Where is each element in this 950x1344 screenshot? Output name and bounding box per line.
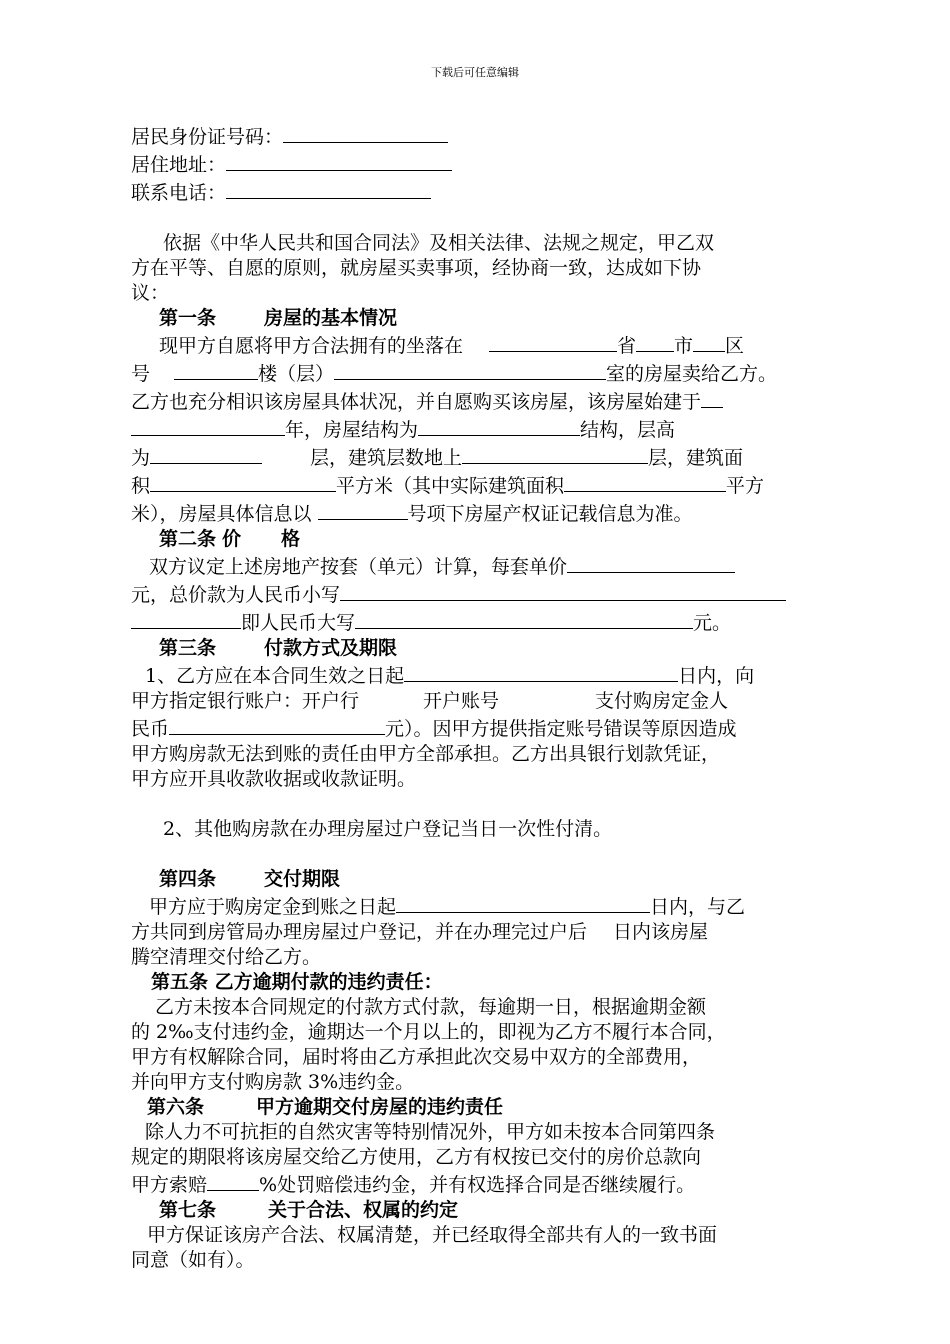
article-6-line-2: 规定的期限将该房屋交给乙方使用，乙方有权按已交付的房价总款向 <box>131 1146 702 1168</box>
article-1-heading: 第一条 房屋的基本情况 <box>159 307 398 329</box>
article-1-line-1: 现甲方自愿将甲方合法拥有的坐落在 省 市 区 <box>131 331 821 359</box>
floors-blank[interactable] <box>462 443 648 464</box>
address-blank[interactable] <box>226 150 452 171</box>
article-3-line-3: 民币 元）。因甲方提供指定账号错误等原因造成 <box>131 714 821 742</box>
article-4-line-1: 甲方应于购房定金到账之日起 日内，与乙 <box>131 892 821 920</box>
address-field <box>131 150 821 178</box>
id-number-blank[interactable] <box>283 122 448 143</box>
article-3-line-5: 甲方应开具收款收据或收款证明。 <box>131 768 417 790</box>
deposit-amount-blank[interactable] <box>169 714 385 735</box>
penalty-percent-blank[interactable] <box>207 1170 259 1191</box>
phone-label: 联系电话： <box>131 182 227 204</box>
article-4-heading: 第四条 交付期限 <box>159 868 341 890</box>
article-6-line-1: 除人力不可抗拒的自然灾害等特别情况外，甲方如未按本合同第四条 <box>145 1121 716 1143</box>
article-2-heading: 第二条 价 格 <box>159 528 301 550</box>
article-7-line-2: 同意（如有）。 <box>131 1249 255 1271</box>
article-2-line-3: 即人民币大写 元。 <box>131 608 821 636</box>
total-price-small-blank[interactable] <box>340 580 786 601</box>
article-1-line-5: 为 层，建筑层数地上 层，建筑面 <box>131 443 821 471</box>
id-number-label: 居民身份证号码： <box>131 126 284 148</box>
unit-price-blank[interactable] <box>567 552 735 573</box>
article-4-line-2: 方共同到房管局办理房屋过户登记，并在办理完过户后 日内该房屋 <box>131 921 709 943</box>
build-year-blank-a[interactable] <box>701 387 723 408</box>
city-blank[interactable] <box>636 331 674 352</box>
article-3-heading: 第三条 付款方式及期限 <box>159 637 398 659</box>
intro-line-1: 依据《中华人民共和国合同法》及相关法律、法规之规定，甲乙双 <box>163 232 715 254</box>
article-1-line-2: 号 楼（层） 室的房屋卖给乙方。 <box>131 359 821 387</box>
article-3-clause-2: 2、其他购房款在办理房屋过户登记当日一次性付清。 <box>163 818 613 840</box>
area-blank[interactable] <box>150 471 336 492</box>
floor-height-blank[interactable] <box>150 443 262 464</box>
article-3-line-2: 甲方指定银行账户：开户行 开户账号 支付购房定金人 <box>131 690 729 712</box>
actual-area-blank[interactable] <box>564 471 726 492</box>
structure-blank[interactable] <box>418 415 580 436</box>
handover-days-blank[interactable] <box>396 892 650 913</box>
deposit-days-blank[interactable] <box>404 661 678 682</box>
article-5-line-4: 并向甲方支付购房款 3%违约金。 <box>131 1071 415 1093</box>
article-1-line-7: 米），房屋具体信息以 号项下房屋产权证记载信息为准。 <box>131 499 821 527</box>
province-blank[interactable] <box>489 331 617 352</box>
total-price-small-blank-b[interactable] <box>131 608 241 629</box>
address-label: 居住地址： <box>131 154 227 176</box>
contract-body <box>131 122 821 1273</box>
article-5-line-2: 的 2‰支付违约金，逾期达一个月以上的，即视为乙方不履行本合同， <box>131 1021 726 1043</box>
article-1-line-6: 积 平方米（其中实际建筑面积 平方 <box>131 471 821 499</box>
article-7-heading: 第七条 关于合法、权属的约定 <box>159 1199 459 1221</box>
page-header: 下载后可任意编辑 <box>431 66 519 79</box>
build-year-blank[interactable] <box>131 415 285 436</box>
article-1-line-4: 年，房屋结构为 结构，层高 <box>131 415 821 443</box>
article-7-line-1: 甲方保证该房产合法、权属清楚，并已经取得全部共有人的一致书面 <box>147 1224 718 1246</box>
article-6-line-3: 甲方索赔 %处罚赔偿违约金，并有权选择合同是否继续履行。 <box>131 1170 821 1198</box>
article-5-heading: 第五条 乙方逾期付款的违约责任： <box>151 971 443 993</box>
article-3-line-1: 1、乙方应在本合同生效之日起 日内，向 <box>131 661 821 689</box>
certificate-blank[interactable] <box>318 499 408 520</box>
building-blank[interactable] <box>174 359 258 380</box>
district-blank[interactable] <box>693 331 725 352</box>
phone-field <box>131 178 821 206</box>
article-4-line-3: 腾空清理交付给乙方。 <box>131 946 322 968</box>
article-5-line-3: 甲方有权解除合同，届时将由乙方承担此次交易中双方的全部费用， <box>131 1046 702 1068</box>
intro-line-2: 方在平等、自愿的原则，就房屋买卖事项，经协商一致，达成如下协 <box>131 257 702 279</box>
article-1-line-3: 乙方也充分相识该房屋具体状况，并自愿购买该房屋，该房屋始建于 <box>131 387 821 415</box>
id-number-field <box>131 122 821 150</box>
article-2-line-1: 双方议定上述房地产按套（单元）计算，每套单价 <box>131 552 821 580</box>
article-2-line-2: 元，总价款为人民币小写 <box>131 580 821 608</box>
phone-blank[interactable] <box>226 178 431 199</box>
intro-line-3: 议： <box>131 282 170 304</box>
article-3-line-4: 甲方购房款无法到账的责任由甲方全部承担。乙方出具银行划款凭证， <box>131 743 721 765</box>
article-6-heading: 第六条 甲方逾期交付房屋的违约责任 <box>147 1096 504 1118</box>
total-price-capital-blank[interactable] <box>355 608 693 629</box>
article-5-line-1: 乙方未按本合同规定的付款方式付款，每逾期一日，根据逾期金额 <box>155 996 707 1018</box>
room-blank[interactable] <box>334 359 606 380</box>
